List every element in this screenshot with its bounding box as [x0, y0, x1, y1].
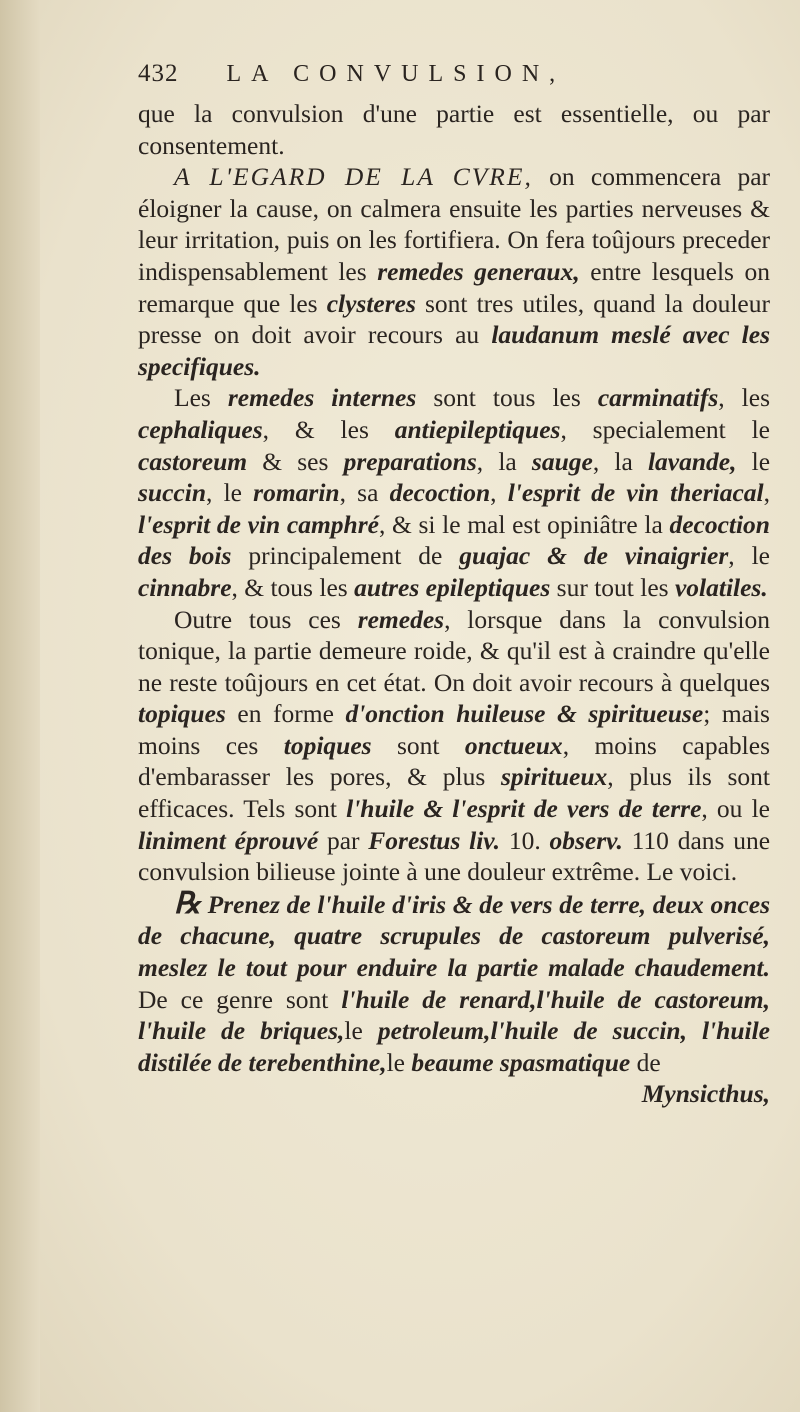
catchword: Mynsicthus, — [641, 1079, 770, 1109]
paragraph-cure: A L'EGARD DE LA CVRE, on commencera par éloigner la cause, on calmera ensuite les parties nerveuses & leur irritation, puis on les fortifiera. On fera toûjours preceder indispensablement les remedes generaux, entre lesquels on remarque que les clysteres sont tres utiles, quand la douleur presse on doit avoir recours au laudanum meslé avec les specifiques. — [138, 162, 771, 381]
paragraph-continuation: que la convulsion d'une partie est essentielle, ou par consentement. — [138, 99, 770, 160]
text-block — [138, 58, 770, 1110]
page-header — [138, 58, 770, 98]
page-gutter — [0, 0, 40, 1412]
paragraph-topical-remedies: Outre tous ces remedes, lorsque dans la convulsion tonique, la partie demeure roide, & qu'il est à craindre qu'elle ne reste toûjours en cet état. On doit avoir recours à quelques topiques en forme d'onction huileuse & spiritueuse; mais moins ces topiques sont onctueux, moins capables d'embarasser les pores, & plus spiritueux, plus ils sont efficaces. Tels sont l'huile & l'esprit de vers de terre, ou le liniment éprouvé par Forestus liv. 10. observ. 110 dans une convulsion bilieuse jointe à une douleur extrême. Le voici. — [138, 604, 771, 887]
recipe-symbol: ℞ — [174, 886, 201, 920]
page-number: 432 — [138, 60, 179, 87]
paragraph-internal-remedies: Les remedes internes sont tous les carminatifs, les cephaliques, & les antiepileptiques, specialement le castoreum & ses preparations, la sauge, la lavande, le succin, le romarin, sa decoction, l'esprit de vin theriacal, l'esprit de vin camphré, & si le mal est opiniâtre la decoction des bois principalement de guajac & de vinaigrier, le cinnabre, & tous les autres epileptiques sur tout les volatiles. — [138, 383, 771, 602]
section-heading: A L'EGARD DE LA CVRE, — [174, 162, 533, 192]
running-title: LA CONVULSION, — [226, 61, 566, 87]
paragraph-recipe: ℞ Prenez de l'huile d'iris & de vers de terre, deux onces de chacune, quatre scrupules de castoreum pulverisé, meslez le tout pour enduire la partie malade chaudement. De ce genre sont l'huile de renard,l'huile de castoreum, l'huile de briques,le petroleum,l'huile de succin, l'huile distilée de terebenthine,le beaume spasmatique de — [138, 886, 770, 1077]
